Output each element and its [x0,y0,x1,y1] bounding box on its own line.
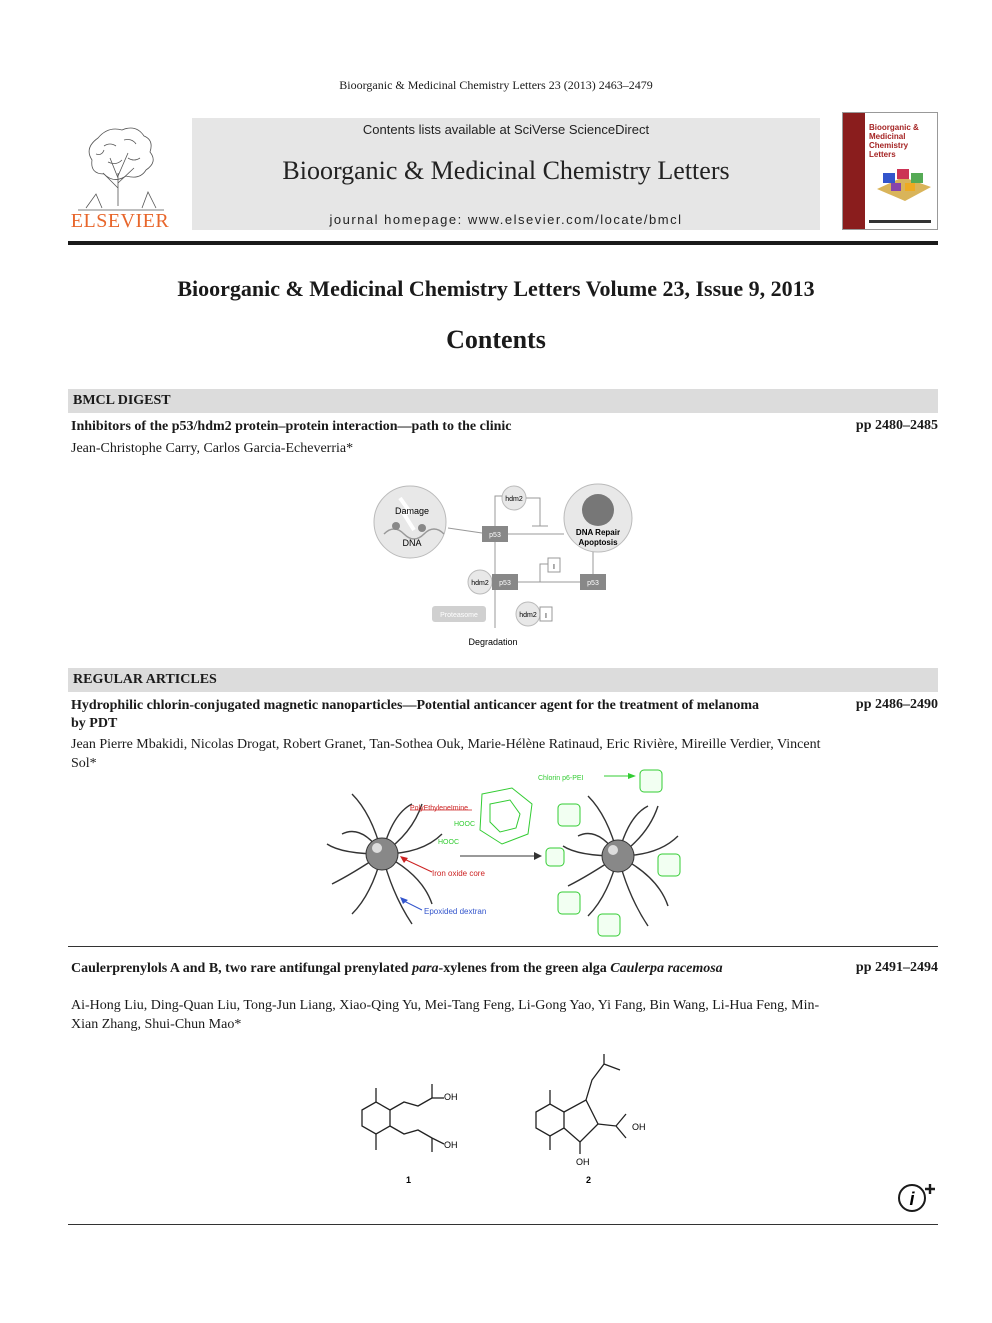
label-dna-repair: DNA Repair [575,528,621,537]
cover-spine [843,113,865,229]
label-oh-2b: OH [576,1157,590,1167]
cover-artwork [873,159,933,203]
interactive-info-icon[interactable] [896,1180,940,1214]
label-p53-main: p53 [489,532,501,539]
article-3-title[interactable] [71,960,771,978]
running-head: Bioorganic & Medicinal Chemistry Letters 23 (2013) 2463–2479 [339,78,653,92]
article-2-graphical-abstract [322,764,682,946]
journal-homepage[interactable]: journal homepage: www.elsevier.com/locate/bmcl [329,212,683,227]
volume-title: Bioorganic & Medicinal Chemistry Letters Volume 23, Issue 9, 2013 [177,276,815,301]
label-p53-free: p53 [587,580,599,587]
label-inhibitor-2: I [545,613,547,620]
journal-masthead [192,118,820,230]
article-1-graphical-abstract [372,478,642,652]
journal-cover-thumbnail [842,112,938,230]
article-2-authors: Jean Pierre Mbakidi, Nicolas Drogat, Robert Granet, Tan-Sothea Ouk, Marie-Hélène Ratinaud, Eric Rivière, Mireille Verdier, Vincent Sol* [71,737,821,771]
article-3-authors: Ai-Hong Liu, Ding-Quan Liu, Tong-Jun Liang, Xiao-Qing Yu, Mei-Tang Feng, Li-Gong Yao, Yi Fang, Bin Wang, Li-Hua Feng, Min-Xian Zhang, Shui-Chun Mao* [71,998,820,1032]
label-damage: Damage [394,506,430,516]
article-3-title-part-3: -xylenes from the green alga [438,961,611,976]
page-bottom-rule [68,1224,938,1225]
label-degradation: Degradation [468,637,518,647]
label-hdm2-bound: hdm2 [519,612,537,619]
article-divider [68,946,938,947]
label-dna: DNA [402,538,422,548]
article-1-authors: Jean-Christophe Carry, Carlos Garcia-Echeverria* [71,441,354,456]
label-inhibitor-1: I [553,564,555,571]
article-3-graphical-abstract [340,1054,680,1188]
svg-text:i: i [909,1189,915,1209]
article-3-title-part-4: Caulerpa racemosa [610,961,723,976]
section-regular-articles: REGULAR ARTICLES [68,668,938,692]
label-compound-2: 2 [586,1175,592,1185]
label-hdm2-top: hdm2 [505,496,523,503]
cover-bar [869,220,931,223]
article-2-pages: pp 2486–2490 [855,697,938,712]
label-oh-1a: OH [444,1092,458,1102]
compound-2-structure [536,1054,626,1154]
label-hooc-2: HOOC [438,839,459,846]
article-3-title-part-2: para [412,961,439,976]
article-3-pages: pp 2491–2494 [855,960,938,975]
label-chlorin: Chlorin p6-PEI [538,775,584,782]
section-bmcl-digest: BMCL DIGEST [68,389,938,413]
article-2-title[interactable]: Hydrophilic chlorin-conjugated magnetic nanoparticles—Potential anticancer agent for the treatment of melanoma by PDT [71,698,759,731]
label-proteasome: Proteasome [440,612,478,619]
journal-title: Bioorganic & Medicinal Chemistry Letters [282,156,730,185]
label-iron-core: Iron oxide core [432,869,485,878]
label-p53-complex: p53 [499,580,511,587]
elsevier-wordmark: ELSEVIER [70,210,170,232]
article-1-title[interactable]: Inhibitors of the p53/hdm2 protein–protein interaction—path to the clinic [71,419,512,434]
label-compound-1: 1 [406,1175,412,1185]
cover-title: Bioorganic & Medicinal Chemistry Letters [869,123,919,159]
label-hooc-1: HOOC [454,821,475,828]
article-3-title-part-1: Caulerprenylols A and B, two rare antifungal prenylated [71,961,413,976]
contents-heading: Contents [446,325,546,354]
label-dextran: Epoxided dextran [424,907,487,916]
label-oh-1b: OH [444,1140,458,1150]
label-hdm2-complex: hdm2 [471,580,489,587]
label-apoptosis: Apoptosis [578,538,618,547]
availability-note[interactable]: Contents lists available at SciVerse ScienceDirect [362,122,650,137]
masthead-rule [68,241,938,245]
article-1-pages: pp 2480–2485 [855,418,938,433]
label-oh-2a: OH [632,1122,646,1132]
compound-1-structure [362,1084,444,1152]
label-pei: PolyEthyleneImine [410,805,468,812]
